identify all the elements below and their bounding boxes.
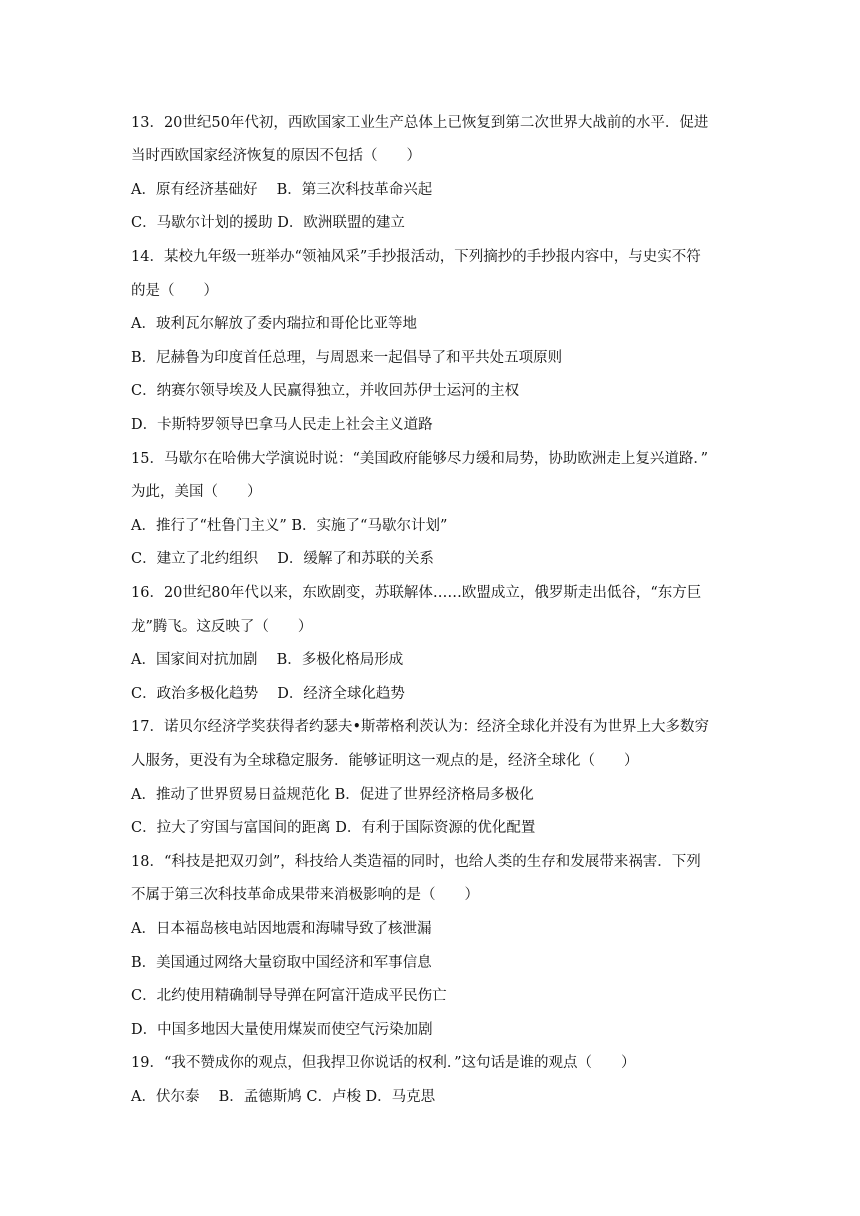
question-18-option-c: C．北约使用精确制导导弹在阿富汗造成平民伤亡 (131, 988, 447, 1004)
question-17-options-ab: A．推动了世界贸易日益规范化 B．促进了世界经济格局多极化 (131, 787, 534, 803)
question-14-option-d: D．卡斯特罗领导巴拿马人民走上社会主义道路 (131, 417, 433, 433)
question-19-options: A．伏尔泰 B．孟德斯鸠 C．卢梭 D．马克思 (131, 1089, 436, 1105)
question-19-stem: 19．“我不赞成你的观点，但我捍卫你说话的权利．”这句话是谁的观点（ ） (131, 1055, 636, 1071)
question-14-stem-line-1: 14．某校九年级一班举办“领袖风采”手抄报活动，下列摘抄的手抄报内容中，与史实不符 (131, 249, 701, 265)
question-18-stem-line-2: 不属于第三次科技革命成果带来消极影响的是（ ） (131, 887, 479, 903)
question-16-options-ab: A．国家间对抗加剧 B．多极化格局形成 (131, 652, 404, 668)
question-13-options-cd: C．马歇尔计划的援助 D．欧洲联盟的建立 (131, 215, 405, 231)
question-15-stem-line-2: 为此，美国（ ） (131, 484, 262, 500)
question-18-option-a: A．日本福岛核电站因地震和海啸导致了核泄漏 (131, 921, 432, 937)
question-13-stem-line-2: 当时西欧国家经济恢复的原因不包括（ ） (131, 148, 421, 164)
question-15-options-cd: C．建立了北约组织 D．缓解了和苏联的关系 (131, 551, 434, 567)
question-13-stem-line-1: 13．20世纪50年代初，西欧国家工业生产总体上已恢复到第二次世界大战前的水平．促进 (131, 115, 709, 131)
question-18-option-b: B．美国通过网络大量窃取中国经济和军事信息 (131, 955, 432, 971)
question-17-stem-line-2: 人服务，更没有为全球稳定服务．能够证明这一观点的是，经济全球化（ ） (131, 753, 639, 769)
question-17-stem-line-1: 17．诺贝尔经济学奖获得者约瑟夫•斯蒂格利茨认为：经济全球化并没有为世界上大多数穷 (131, 719, 709, 735)
question-14-option-b: B．尼赫鲁为印度首任总理，与周恩来一起倡导了和平共处五项原则 (131, 350, 563, 366)
question-14-stem-line-2: 的是（ ） (131, 283, 218, 299)
question-15-stem-line-1: 15．马歇尔在哈佛大学演说时说：“美国政府能够尽力缓和局势，协助欧洲走上复兴道路．” (131, 451, 709, 467)
question-18-stem-line-1: 18．“科技是把双刃剑”，科技给人类造福的同时，也给人类的生存和发展带来祸害．下列 (131, 854, 701, 870)
question-14-option-c: C．纳赛尔领导埃及人民赢得独立，并收回苏伊士运河的主权 (131, 383, 520, 399)
question-13-options-ab: A．原有经济基础好 B．第三次科技革命兴起 (131, 182, 433, 198)
question-16-stem-line-2: 龙”腾飞。这反映了（ ） (131, 619, 313, 635)
question-15-options-ab: A．推行了“杜鲁门主义” B．实施了“马歇尔计划” (131, 518, 448, 534)
question-16-options-cd: C．政治多极化趋势 D．经济全球化趋势 (131, 686, 405, 702)
question-16-stem-line-1: 16．20世纪80年代以来，东欧剧变，苏联解体……欧盟成立，俄罗斯走出低谷，“东方巨 (131, 585, 702, 601)
question-14-option-a: A．玻利瓦尔解放了委内瑞拉和哥伦比亚等地 (131, 316, 417, 332)
question-18-option-d: D．中国多地因大量使用煤炭而使空气污染加剧 (131, 1022, 433, 1038)
question-17-options-cd: C．拉大了穷国与富国间的距离 D．有利于国际资源的优化配置 (131, 820, 536, 836)
